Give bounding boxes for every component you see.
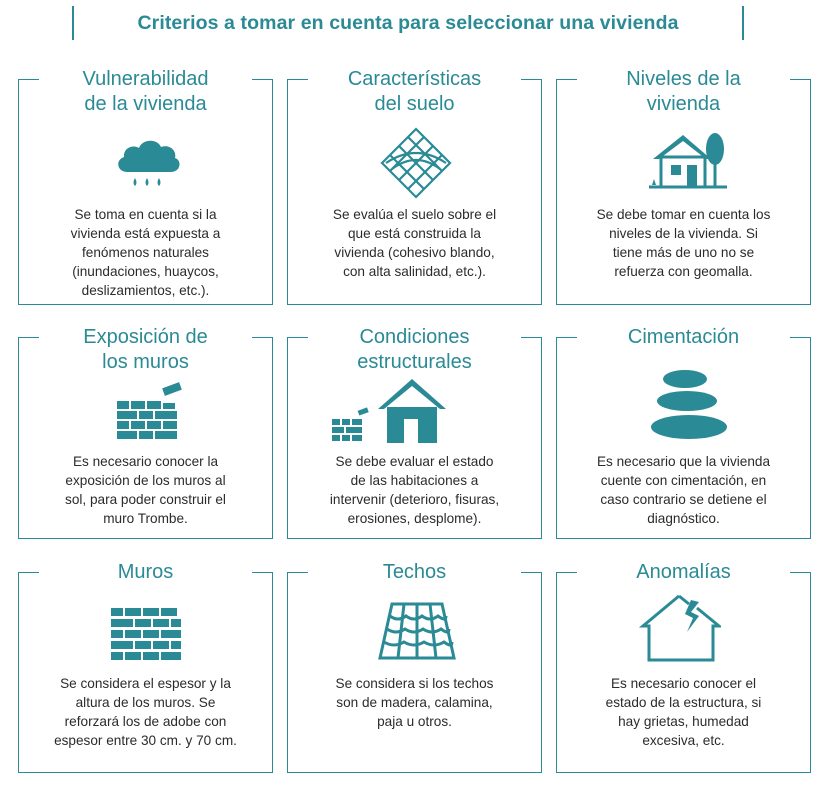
card-text-line: Se debe evaluar el estado <box>335 454 494 469</box>
card-text-line: exposición de los muros al <box>65 473 226 488</box>
card-text-line: Se considera el espesor y la <box>60 676 231 691</box>
card-muros <box>18 561 273 773</box>
card-title <box>288 67 541 117</box>
card-anomalias <box>556 561 811 773</box>
card-condiciones <box>287 326 542 539</box>
card-text-line: (inundaciones, huaycos, <box>72 264 219 279</box>
card-title <box>19 325 272 375</box>
card-description <box>25 452 266 528</box>
card-text-line: que está construida la <box>347 226 481 241</box>
stacked-stones-icon <box>645 365 731 451</box>
card-text-line: estado de la estructura, si <box>605 695 762 710</box>
card-text-line: excesiva, etc. <box>642 733 725 748</box>
card-description <box>294 205 535 281</box>
card-text-line: fenómenos naturales <box>82 245 209 260</box>
card-title-line: del suelo <box>374 93 455 115</box>
card-title <box>557 325 810 350</box>
card-title-line: Techos <box>382 561 447 583</box>
card-title-line: Vulnerabilidad <box>82 68 209 90</box>
rain-cloud-icon <box>113 134 183 192</box>
card-description <box>563 452 804 528</box>
card-title-line: los muros <box>102 351 189 373</box>
card-text-line: reforzará los de adobe con <box>64 714 227 729</box>
card-techos <box>287 561 542 773</box>
card-text-line: vivienda (cohesivo blando, <box>334 245 495 260</box>
header-frame <box>72 6 744 40</box>
card-title-line: Muros <box>117 561 174 583</box>
card-title <box>19 67 272 117</box>
card-vulnerabilidad <box>18 68 273 305</box>
card-description <box>563 205 804 281</box>
cracked-house-icon <box>639 592 721 664</box>
card-niveles <box>556 68 811 305</box>
page-title: Criterios a tomar en cuenta para seleccionar una vivienda <box>137 11 679 34</box>
card-text-line: paja u otros. <box>377 714 452 729</box>
card-title-line: estructurales <box>357 351 472 373</box>
card-text-line: caso contrario se detiene el <box>600 492 767 507</box>
card-text-line: deslizamientos, etc.). <box>81 283 210 298</box>
card-text-line: hay grietas, humedad <box>618 714 749 729</box>
card-text-line: Es necesario que la vivienda <box>596 454 771 469</box>
card-text-line: refuerza con geomalla. <box>614 264 753 279</box>
card-text-line: cuente con cimentación, en <box>600 473 767 488</box>
card-text-line: sol, para poder construir el <box>65 492 226 507</box>
card-title-line: Exposición de <box>83 326 208 348</box>
card-text-line: Se debe tomar en cuenta los <box>596 207 771 222</box>
card-text-line: de las habitaciones a <box>350 473 479 488</box>
card-title-line: vivienda <box>646 93 721 115</box>
card-description <box>294 452 535 528</box>
card-text-line: altura de los muros. Se <box>75 695 216 710</box>
card-title-line: Condiciones <box>359 326 470 348</box>
card-description <box>294 674 535 731</box>
card-exposicion <box>18 326 273 539</box>
card-text-line: Es necesario conocer el <box>610 676 757 691</box>
card-text-line: muro Trombe. <box>103 511 188 526</box>
card-title-line: Anomalías <box>636 561 731 583</box>
card-text-line: son de madera, calamina, <box>336 695 493 710</box>
card-text-line: Se toma en cuenta si la <box>74 207 217 222</box>
card-description <box>25 674 266 750</box>
card-text-line: tiene más de uno no se <box>612 245 755 260</box>
soil-grid-icon <box>378 125 454 201</box>
card-title <box>557 67 810 117</box>
card-title-line: Niveles de la <box>626 68 741 90</box>
card-title-line: Cimentación <box>627 326 740 348</box>
roof-tiles-icon <box>376 602 458 662</box>
card-title-line: de la vivienda <box>84 93 207 115</box>
wall-icon <box>111 608 185 660</box>
house-and-bricks-icon <box>330 375 452 447</box>
card-description <box>563 674 804 750</box>
card-cimentacion <box>556 326 811 539</box>
card-text-line: niveles de la vivienda. Si <box>609 226 758 241</box>
card-text-line: erosiones, desplome). <box>347 511 482 526</box>
card-suelo <box>287 68 542 305</box>
card-title <box>288 560 541 585</box>
card-title <box>19 560 272 585</box>
card-text-line: diagnóstico. <box>647 511 720 526</box>
card-text-line: Es necesario conocer la <box>72 454 219 469</box>
card-text-line: Se considera si los techos <box>335 676 494 691</box>
brick-wall-icon <box>115 381 187 445</box>
card-title <box>288 325 541 375</box>
card-title <box>557 560 810 585</box>
house-with-tree-icon <box>649 129 727 191</box>
card-text-line: intervenir (deterioro, fisuras, <box>329 492 500 507</box>
card-text-line: espesor entre 30 cm. y 70 cm. <box>54 733 237 748</box>
card-text-line: con alta salinidad, etc.). <box>343 264 486 279</box>
card-description <box>25 205 266 300</box>
card-title-line: Características <box>347 68 482 90</box>
card-text-line: vivienda está expuesta a <box>70 226 221 241</box>
card-text-line: Se evalúa el suelo sobre el <box>332 207 497 222</box>
